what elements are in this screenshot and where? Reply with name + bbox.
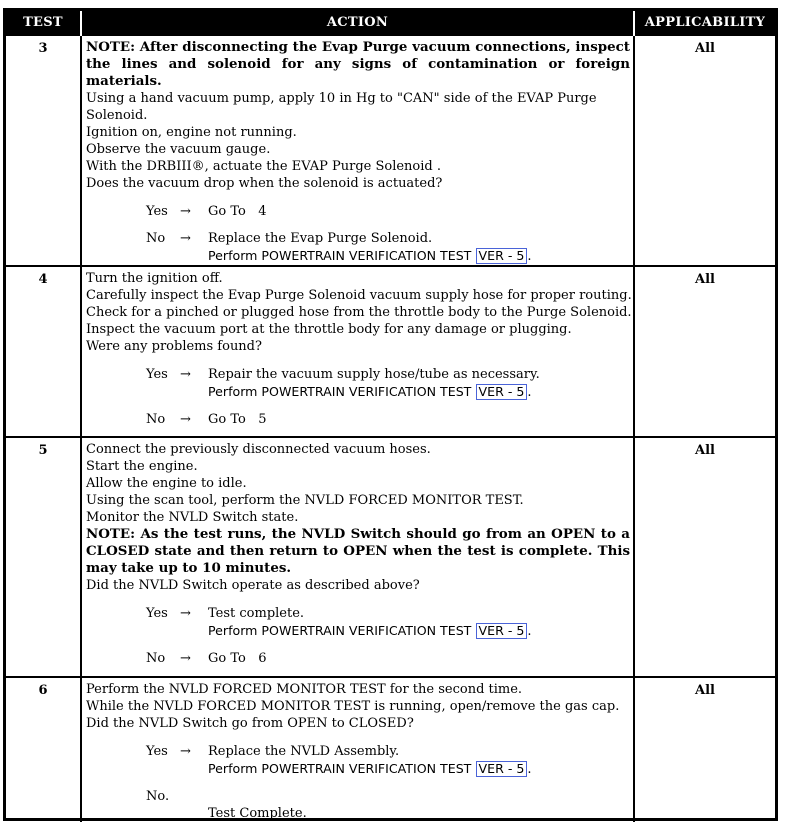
header-action: ACTION: [81, 11, 634, 35]
yes-result: Replace the NVLD Assembly.: [208, 744, 400, 759]
arrow-icon: →: [180, 367, 191, 382]
ver-5-link[interactable]: VER - 5: [476, 623, 528, 639]
yes-option: [146, 203, 630, 220]
yes-label: Yes: [146, 367, 168, 382]
ver-5-link[interactable]: VER - 5: [476, 248, 528, 264]
arrow-icon: →: [180, 606, 191, 621]
action-line: Using a hand vacuum pump, apply 10 in Hg to "CAN" side of the EVAP Purge Solenoid.: [86, 91, 597, 123]
note-text: NOTE: As the test runs, the NVLD Switch should go from an OPEN to a CLOSED state and then return to OPEN when the test is complete. This may take up to 10 minutes.: [86, 526, 630, 576]
test-number: 5: [6, 437, 81, 677]
action-line: Inspect the vacuum port at the throttle body for any damage or plugging.: [86, 322, 572, 337]
arrow-icon: →: [180, 651, 191, 666]
applicability-value: All: [634, 437, 775, 677]
table-header-row: [6, 11, 775, 35]
yes-label: Yes: [146, 204, 168, 219]
header-test: TEST: [6, 11, 81, 35]
action-line: With the DRBIII®, actuate the EVAP Purge Solenoid .: [86, 159, 441, 174]
table-row: [6, 266, 775, 437]
ver-5-link[interactable]: VER - 5: [476, 384, 528, 400]
action-cell: [81, 677, 634, 822]
yes-result: Repair the vacuum supply hose/tube as necessary.: [208, 367, 540, 382]
action-line: Does the vacuum drop when the solenoid is actuated?: [86, 176, 443, 191]
no-option: [146, 650, 630, 667]
no-option: No → Replace the Evap Purge Solenoid. Perform POWERTRAIN VERIFICATION TEST VER - 5 .: [146, 231, 532, 264]
action-cell: [81, 437, 634, 677]
action-line: Check for a pinched or plugged hose from the throttle body to the Purge Solenoid.: [86, 305, 632, 320]
action-line: Allow the engine to idle.: [86, 476, 247, 491]
yes-option: Yes → Repair the vacuum supply hose/tube as necessary. Perform POWERTRAIN VERIFICATION TEST VER - 5 .: [146, 367, 540, 400]
yes-label: Yes: [146, 744, 168, 759]
action-line: Carefully inspect the Evap Purge Solenoid vacuum supply hose for proper routing.: [86, 288, 632, 303]
arrow-icon: →: [180, 231, 191, 246]
no-result: Replace the Evap Purge Solenoid.: [208, 231, 433, 246]
action-question: Did the NVLD Switch operate as described above?: [86, 578, 420, 593]
perform-verification-text: Perform POWERTRAIN VERIFICATION TEST: [208, 623, 472, 638]
applicability-value: All: [634, 677, 775, 822]
action-line: Were any problems found?: [86, 339, 262, 354]
action-line: Ignition on, engine not running.: [86, 125, 297, 140]
action-cell: [81, 266, 634, 437]
action-line: Using the scan tool, perform the NVLD FORCED MONITOR TEST.: [86, 493, 524, 508]
no-result: Test Complete.: [208, 806, 307, 821]
yes-result: Test complete.: [208, 606, 305, 621]
applicability-value: All: [634, 35, 775, 266]
arrow-icon: →: [180, 204, 191, 219]
no-option: [146, 788, 630, 822]
table-row: [6, 35, 775, 266]
action-cell: [81, 35, 634, 266]
no-result: Go To 6: [208, 651, 267, 666]
action-line: Turn the ignition off.: [86, 271, 223, 286]
yes-option: Yes → Replace the NVLD Assembly. Perform POWERTRAIN VERIFICATION TEST VER - 5 .: [146, 744, 532, 777]
action-line: Start the engine.: [86, 459, 198, 474]
no-option: [146, 411, 630, 428]
arrow-icon: →: [180, 744, 191, 759]
ver-5-link[interactable]: VER - 5: [476, 761, 528, 777]
yes-result: Go To 4: [208, 204, 267, 219]
perform-verification-text: Perform POWERTRAIN VERIFICATION TEST: [208, 384, 472, 399]
action-line: Observe the vacuum gauge.: [86, 142, 271, 157]
action-line: Perform the NVLD FORCED MONITOR TEST for the second time.: [86, 682, 523, 697]
header-applicability: APPLICABILITY: [634, 11, 775, 35]
diagnostic-procedure-table: [3, 8, 778, 821]
table-row: [6, 677, 775, 822]
test-number: 4: [6, 266, 81, 437]
yes-option: Yes → Test complete. Perform POWERTRAIN VERIFICATION TEST VER - 5 .: [146, 606, 532, 639]
perform-verification-text: Perform POWERTRAIN VERIFICATION TEST: [208, 248, 472, 263]
no-label: No: [146, 651, 166, 666]
no-label: No.: [146, 789, 170, 804]
action-line: Connect the previously disconnected vacuum hoses.: [86, 442, 431, 457]
note-text: NOTE: After disconnecting the Evap Purge vacuum connections, inspect the lines and solenoid for any signs of contamination or foreign materials.: [86, 39, 630, 89]
no-label: No: [146, 412, 166, 427]
action-line: Monitor the NVLD Switch state.: [86, 510, 299, 525]
arrow-icon: →: [180, 412, 191, 427]
test-number: 6: [6, 677, 81, 822]
action-line: While the NVLD FORCED MONITOR TEST is running, open/remove the gas cap.: [86, 699, 620, 714]
no-label: No: [146, 231, 166, 246]
perform-verification-text: Perform POWERTRAIN VERIFICATION TEST: [208, 761, 472, 776]
applicability-value: All: [634, 266, 775, 437]
no-result: Go To 5: [208, 412, 267, 427]
action-line: Did the NVLD Switch go from OPEN to CLOSED?: [86, 716, 414, 731]
yes-label: Yes: [146, 606, 168, 621]
test-number: 3: [6, 35, 81, 266]
table-row: [6, 437, 775, 677]
